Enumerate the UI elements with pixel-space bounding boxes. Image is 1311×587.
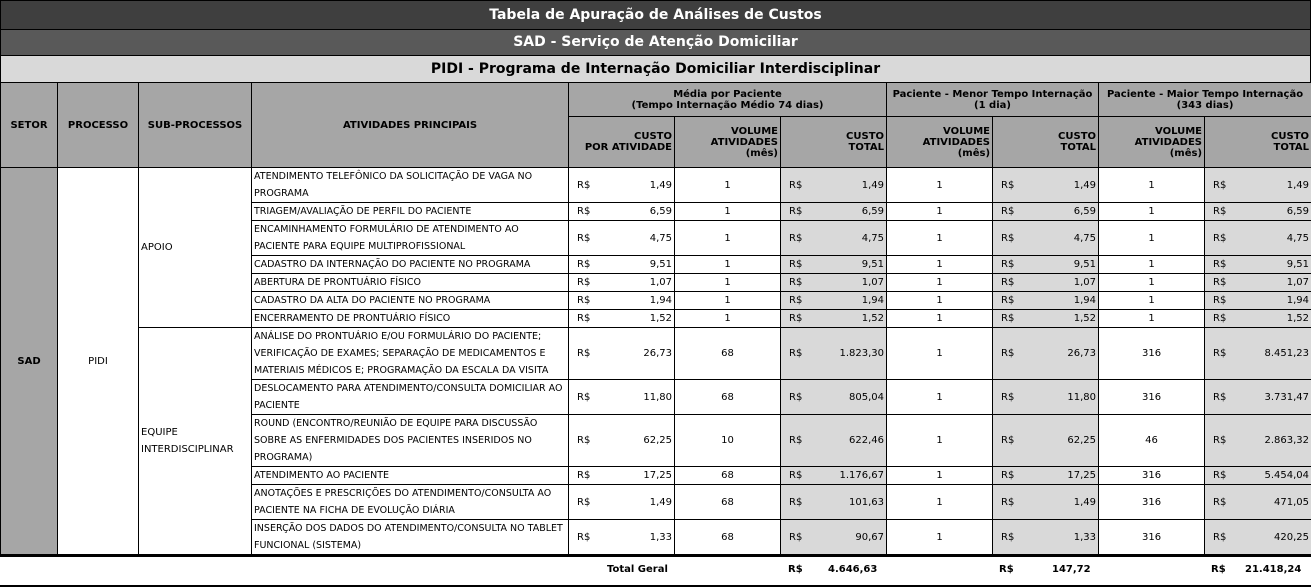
- total-cell: R$ 9,51: [781, 256, 887, 274]
- header-custo-total: CUSTO TOTAL: [781, 117, 887, 168]
- activity-cell: INSERÇÃO DOS DADOS DO ATENDIMENTO/CONSULTA NO TABLET FUNCIONAL (SISTEMA): [252, 520, 569, 555]
- volume-min-cell: 1: [887, 292, 993, 310]
- volume-cell: 68: [675, 467, 781, 485]
- total-min-cell: R$ 9,51: [993, 256, 1099, 274]
- total-min-cell: R$ 1,07: [993, 274, 1099, 292]
- processo-cell: PIDI: [58, 168, 139, 555]
- title-main: Tabela de Apuração de Análises de Custos: [0, 0, 1311, 29]
- volume-max-cell: 316: [1099, 467, 1205, 485]
- title-sector: SAD - Serviço de Atenção Domiciliar: [0, 29, 1311, 55]
- total-max-cell: R$ 4,75: [1205, 221, 1311, 256]
- volume-min-cell: 1: [887, 256, 993, 274]
- header-menor-line2: (1 dia): [889, 100, 1096, 111]
- total-max-cell: R$ 8.451,23: [1205, 328, 1311, 380]
- total-max-cell: R$ 3.731,47: [1205, 380, 1311, 415]
- totals-menor-value: 147,72: [1052, 564, 1091, 575]
- custo-cell: R$ 1,33: [569, 520, 675, 555]
- totals-media-value: 4.646,63: [828, 564, 877, 575]
- volume-max-cell: 1: [1099, 310, 1205, 328]
- header-setor: SETOR: [1, 83, 58, 168]
- header-media-line1: Média por Paciente: [571, 89, 884, 100]
- total-min-cell: R$ 1,49: [993, 485, 1099, 520]
- custo-cell: R$ 9,51: [569, 256, 675, 274]
- header-menor: [887, 83, 1099, 117]
- volume-cell: 68: [675, 380, 781, 415]
- volume-max-cell: 1: [1099, 221, 1205, 256]
- total-cell: R$ 101,63: [781, 485, 887, 520]
- activity-cell: DESLOCAMENTO PARA ATENDIMENTO/CONSULTA DOMICILIAR AO PACIENTE: [252, 380, 569, 415]
- total-cell: R$ 1.176,67: [781, 467, 887, 485]
- volume-cell: 1: [675, 203, 781, 221]
- total-min-cell: R$ 62,25: [993, 415, 1099, 467]
- activity-cell: CADASTRO DA ALTA DO PACIENTE NO PROGRAMA: [252, 292, 569, 310]
- total-max-cell: R$ 471,05: [1205, 485, 1311, 520]
- volume-cell: 10: [675, 415, 781, 467]
- volume-max-cell: 1: [1099, 274, 1205, 292]
- volume-min-cell: 1: [887, 274, 993, 292]
- custo-cell: R$ 1,49: [569, 168, 675, 203]
- header-media-line2: (Tempo Internação Médio 74 dias): [571, 100, 884, 111]
- total-cell: R$ 4,75: [781, 221, 887, 256]
- volume-max-cell: 316: [1099, 380, 1205, 415]
- cost-table: [0, 82, 1311, 555]
- header-media: [569, 83, 887, 117]
- custo-cell: R$ 11,80: [569, 380, 675, 415]
- table-row: [1, 328, 1311, 380]
- title-program: PIDI - Programa de Internação Domiciliar Interdisciplinar: [0, 55, 1311, 82]
- total-cell: R$ 622,46: [781, 415, 887, 467]
- volume-min-cell: 1: [887, 380, 993, 415]
- volume-max-cell: 1: [1099, 203, 1205, 221]
- header-atividades: ATIVIDADES PRINCIPAIS: [252, 83, 569, 168]
- custo-cell: R$ 62,25: [569, 415, 675, 467]
- total-cell: R$ 1,49: [781, 168, 887, 203]
- total-max-cell: R$ 1,52: [1205, 310, 1311, 328]
- custo-cell: R$ 1,49: [569, 485, 675, 520]
- volume-min-cell: 1: [887, 328, 993, 380]
- header-volume-min: VOLUME ATIVIDADES (mês): [887, 117, 993, 168]
- total-min-cell: R$ 4,75: [993, 221, 1099, 256]
- custo-cell: R$ 17,25: [569, 467, 675, 485]
- activity-cell: ATENDIMENTO AO PACIENTE: [252, 467, 569, 485]
- table-body: [1, 168, 1311, 555]
- volume-cell: 1: [675, 274, 781, 292]
- total-cell: R$ 1,07: [781, 274, 887, 292]
- custo-cell: R$ 1,52: [569, 310, 675, 328]
- total-min-cell: R$ 1,94: [993, 292, 1099, 310]
- header-volume-max: VOLUME ATIVIDADES (mês): [1099, 117, 1205, 168]
- activity-cell: TRIAGEM/AVALIAÇÃO DE PERFIL DO PACIENTE: [252, 203, 569, 221]
- volume-cell: 1: [675, 168, 781, 203]
- total-min-cell: R$ 1,49: [993, 168, 1099, 203]
- volume-min-cell: 1: [887, 520, 993, 555]
- totals-label: Total Geral: [607, 564, 668, 575]
- subprocesso-equipe: EQUIPE INTERDISCIPLINAR: [139, 328, 252, 555]
- total-max-cell: R$ 420,25: [1205, 520, 1311, 555]
- total-max-cell: R$ 1,07: [1205, 274, 1311, 292]
- volume-max-cell: 316: [1099, 328, 1205, 380]
- volume-min-cell: 1: [887, 415, 993, 467]
- subprocesso-apoio: APOIO: [139, 168, 252, 328]
- volume-max-cell: 1: [1099, 256, 1205, 274]
- activity-cell: ANOTAÇÕES E PRESCRIÇÕES DO ATENDIMENTO/CONSULTA AO PACIENTE NA FICHA DE EVOLUÇÃO DIÁRIA: [252, 485, 569, 520]
- activity-cell: ATENDIMENTO TELEFÔNICO DA SOLICITAÇÃO DE VAGA NO PROGRAMA: [252, 168, 569, 203]
- total-cell: R$ 1,52: [781, 310, 887, 328]
- total-cell: R$ 1,94: [781, 292, 887, 310]
- volume-cell: 1: [675, 292, 781, 310]
- total-min-cell: R$ 26,73: [993, 328, 1099, 380]
- activity-cell: ENCAMINHAMENTO FORMULÁRIO DE ATENDIMENTO AO PACIENTE PARA EQUIPE MULTIPROFISSIONAL: [252, 221, 569, 256]
- volume-cell: 68: [675, 520, 781, 555]
- total-min-cell: R$ 6,59: [993, 203, 1099, 221]
- volume-min-cell: 1: [887, 168, 993, 203]
- total-cell: R$ 6,59: [781, 203, 887, 221]
- header-custo-total-min: CUSTO TOTAL: [993, 117, 1099, 168]
- header-custo-atividade: CUSTO POR ATIVIDADE: [569, 117, 675, 168]
- activity-cell: ENCERRAMENTO DE PRONTUÁRIO FÍSICO: [252, 310, 569, 328]
- activity-cell: ROUND (ENCONTRO/REUNIÃO DE EQUIPE PARA DISCUSSÃO SOBRE AS ENFERMIDADES DOS PACIENTES INSERIDOS NO PROGRAMA): [252, 415, 569, 467]
- total-cell: R$ 805,04: [781, 380, 887, 415]
- volume-max-cell: 1: [1099, 168, 1205, 203]
- header-subprocessos: SUB-PROCESSOS: [139, 83, 252, 168]
- total-max-cell: R$ 9,51: [1205, 256, 1311, 274]
- volume-min-cell: 1: [887, 485, 993, 520]
- volume-cell: 68: [675, 328, 781, 380]
- activity-cell: ABERTURA DE PRONTUÁRIO FÍSICO: [252, 274, 569, 292]
- header-menor-line1: Paciente - Menor Tempo Internação: [889, 89, 1096, 100]
- totals-media-currency: R$: [788, 564, 803, 575]
- total-max-cell: R$ 1,49: [1205, 168, 1311, 203]
- activity-cell: ANÁLISE DO PRONTUÁRIO E/OU FORMULÁRIO DO PACIENTE; VERIFICAÇÃO DE EXAMES; SEPARAÇÃO DE MEDICAMENTOS E MATERIAIS MÉDICOS E; PROGRAMAÇÃO DA ESCALA DA VISITA: [252, 328, 569, 380]
- header-processo: PROCESSO: [58, 83, 139, 168]
- volume-cell: 1: [675, 221, 781, 256]
- total-min-cell: R$ 11,80: [993, 380, 1099, 415]
- header-volume: VOLUME ATIVIDADES (mês): [675, 117, 781, 168]
- volume-min-cell: 1: [887, 310, 993, 328]
- volume-min-cell: 1: [887, 203, 993, 221]
- volume-max-cell: 1: [1099, 292, 1205, 310]
- volume-max-cell: 316: [1099, 520, 1205, 555]
- volume-max-cell: 46: [1099, 415, 1205, 467]
- custo-cell: R$ 1,07: [569, 274, 675, 292]
- totals-row: [0, 555, 1311, 587]
- table-row: [1, 168, 1311, 203]
- totals-menor-currency: R$: [999, 564, 1014, 575]
- custo-cell: R$ 4,75: [569, 221, 675, 256]
- header-maior: [1099, 83, 1311, 117]
- header-maior-line1: Paciente - Maior Tempo Internação: [1101, 89, 1309, 100]
- volume-cell: 1: [675, 256, 781, 274]
- total-min-cell: R$ 1,52: [993, 310, 1099, 328]
- volume-cell: 1: [675, 310, 781, 328]
- total-max-cell: R$ 2.863,32: [1205, 415, 1311, 467]
- activity-cell: CADASTRO DA INTERNAÇÃO DO PACIENTE NO PROGRAMA: [252, 256, 569, 274]
- total-cell: R$ 1.823,30: [781, 328, 887, 380]
- setor-cell: SAD: [1, 168, 58, 555]
- custo-cell: R$ 6,59: [569, 203, 675, 221]
- header-maior-line2: (343 dias): [1101, 100, 1309, 111]
- volume-cell: 68: [675, 485, 781, 520]
- totals-maior-value: 21.418,24: [1245, 564, 1301, 575]
- total-max-cell: R$ 6,59: [1205, 203, 1311, 221]
- total-min-cell: R$ 1,33: [993, 520, 1099, 555]
- total-max-cell: R$ 5.454,04: [1205, 467, 1311, 485]
- volume-max-cell: 316: [1099, 485, 1205, 520]
- total-min-cell: R$ 17,25: [993, 467, 1099, 485]
- volume-min-cell: 1: [887, 221, 993, 256]
- custo-cell: R$ 26,73: [569, 328, 675, 380]
- total-max-cell: R$ 1,94: [1205, 292, 1311, 310]
- volume-min-cell: 1: [887, 467, 993, 485]
- custo-cell: R$ 1,94: [569, 292, 675, 310]
- totals-maior-currency: R$: [1211, 564, 1226, 575]
- total-cell: R$ 90,67: [781, 520, 887, 555]
- header-custo-total-max: CUSTO TOTAL: [1205, 117, 1311, 168]
